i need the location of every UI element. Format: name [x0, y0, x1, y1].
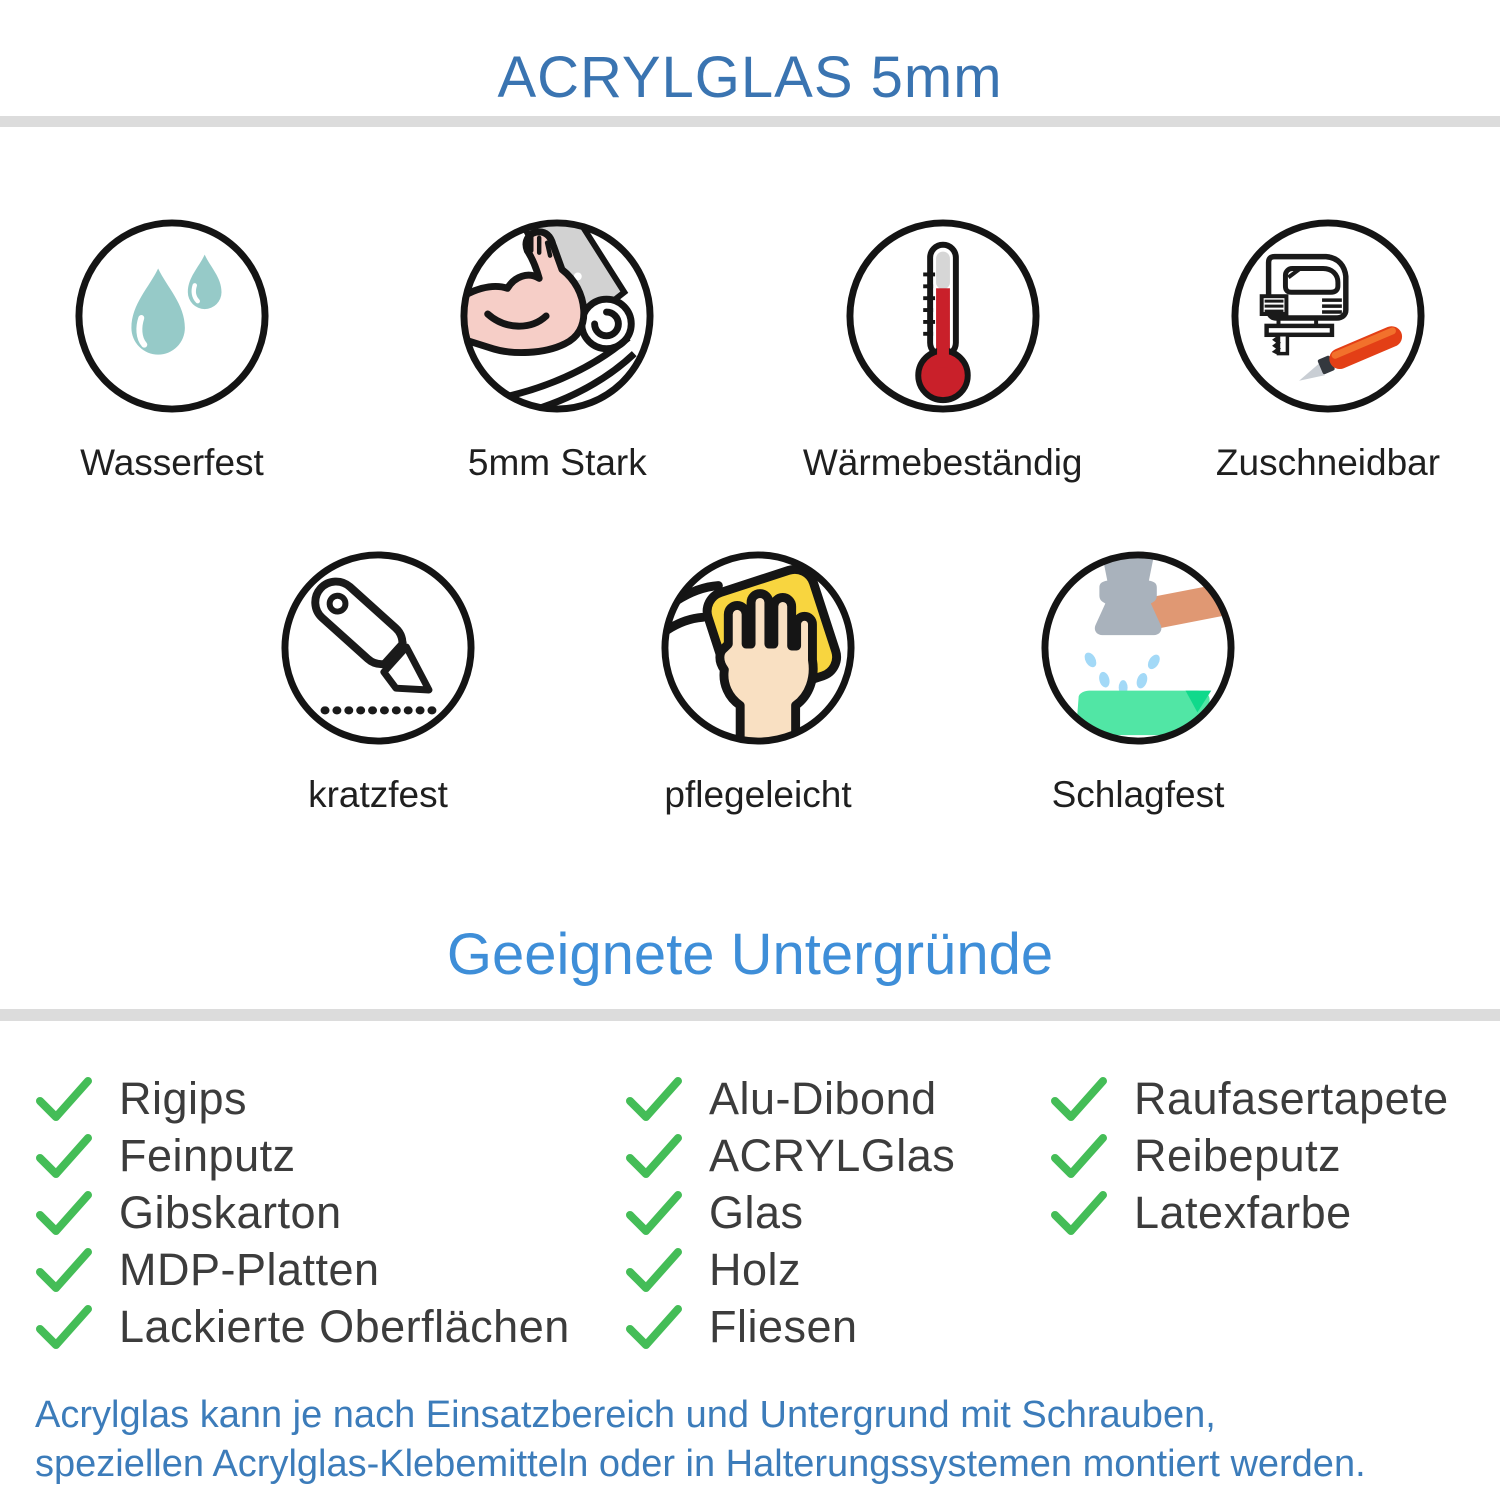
check-icon — [1050, 1076, 1108, 1122]
list-item — [625, 1298, 1050, 1355]
thermometer-icon — [844, 217, 1042, 415]
list-item-label: Feinputz — [119, 1129, 296, 1181]
list-item-label: MDP-Platten — [119, 1243, 380, 1295]
check-icon — [1050, 1133, 1108, 1179]
list-item — [35, 1070, 625, 1127]
feature-row-2 — [8, 549, 1500, 817]
list-item-label: ACRYLGlas — [709, 1129, 956, 1181]
check-icon — [625, 1076, 683, 1122]
list-item — [625, 1070, 1050, 1127]
section-divider-bar — [0, 1009, 1500, 1021]
mounting-note — [0, 1391, 1500, 1489]
check-icon — [625, 1190, 683, 1236]
feature-label: Wasserfest — [80, 442, 264, 483]
list-item-label: Glas — [709, 1186, 804, 1238]
jigsaw-icon — [1229, 217, 1427, 415]
top-divider-bar — [0, 116, 1500, 127]
feature-row-1 — [0, 217, 1500, 485]
check-icon — [35, 1133, 93, 1179]
feature-pflegeleicht — [658, 549, 858, 817]
feature-5mm-stark — [457, 217, 657, 485]
check-icon — [1050, 1190, 1108, 1236]
mounting-note-line-2: speziellen Acrylglas-Klebemitteln oder in Halterungssystemen montiert werden. — [35, 1443, 1366, 1485]
utility-knife-icon — [279, 549, 477, 747]
checklist-column-1 — [35, 1070, 625, 1355]
feature-label: pflegeleicht — [664, 774, 852, 815]
list-item — [625, 1184, 1050, 1241]
feature-label: Zuschneidbar — [1215, 442, 1441, 483]
list-item-label: Alu-Dibond — [709, 1072, 937, 1124]
feature-zuschneidbar — [1215, 217, 1441, 485]
list-item — [625, 1241, 1050, 1298]
list-item — [35, 1298, 625, 1355]
check-icon — [35, 1190, 93, 1236]
feature-schlagfest — [1038, 549, 1238, 817]
feature-waermebestaendig — [802, 217, 1083, 485]
wipe-hand-icon — [659, 549, 857, 747]
water-drops-icon — [73, 217, 271, 415]
list-item-label: Latexfarbe — [1134, 1186, 1352, 1238]
feature-kratzfest — [278, 549, 478, 817]
feature-label: Wärmebeständig — [802, 442, 1083, 483]
feature-label: kratzfest — [308, 774, 448, 815]
list-item — [35, 1241, 625, 1298]
list-item-label: Holz — [709, 1243, 802, 1295]
surfaces-checklist — [0, 1070, 1500, 1355]
check-icon — [625, 1304, 683, 1350]
check-icon — [35, 1076, 93, 1122]
list-item — [35, 1184, 625, 1241]
feature-wasserfest — [72, 217, 272, 485]
list-item-label: Gibskarton — [119, 1186, 342, 1238]
list-item-label: Fliesen — [709, 1300, 858, 1352]
hammer-icon — [1039, 549, 1237, 747]
list-item — [1050, 1184, 1500, 1241]
check-icon — [625, 1247, 683, 1293]
list-item-label: Reibeputz — [1134, 1129, 1342, 1181]
muscle-roll-icon — [458, 217, 656, 415]
section-title-untergruende: Geeignete Untergründe — [446, 922, 1054, 987]
page-title: ACRYLGLAS 5mm — [497, 45, 1003, 110]
check-icon — [35, 1247, 93, 1293]
list-item — [1050, 1070, 1500, 1127]
checklist-column-3 — [1050, 1070, 1500, 1355]
mounting-note-line-1: Acrylglas kann je nach Einsatzbereich und Untergrund mit Schrauben, — [35, 1394, 1216, 1436]
list-item-label: Raufasertapete — [1134, 1072, 1449, 1124]
feature-label: Schlagfest — [1051, 774, 1225, 815]
list-item — [35, 1127, 625, 1184]
list-item-label: Lackierte Oberflächen — [119, 1300, 570, 1352]
list-item-label: Rigips — [119, 1072, 248, 1124]
list-item — [625, 1127, 1050, 1184]
check-icon — [625, 1133, 683, 1179]
feature-label: 5mm Stark — [467, 442, 647, 483]
check-icon — [35, 1304, 93, 1350]
list-item — [1050, 1127, 1500, 1184]
checklist-column-2 — [625, 1070, 1050, 1355]
